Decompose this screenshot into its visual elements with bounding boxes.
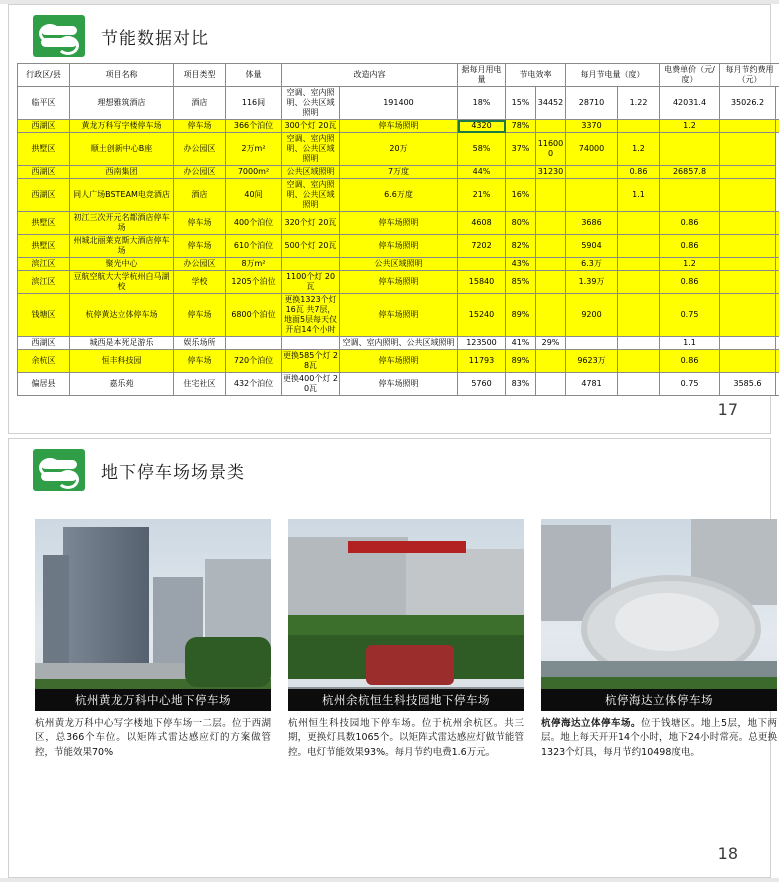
case-card — [541, 519, 777, 760]
table-cell: 26857.8 — [660, 166, 720, 179]
energy-data-table — [17, 63, 779, 396]
table-cell: 0.86 — [660, 235, 720, 258]
slide1-header — [9, 5, 770, 57]
case-caption: 杭停海达立体停车场 — [541, 689, 777, 711]
table-cell: 西湖区 — [18, 337, 70, 350]
table-cell: 0.86 — [618, 166, 660, 179]
table-cell: 6.3万 — [566, 258, 618, 271]
table-cell — [618, 271, 660, 294]
table-cell: 5760 — [458, 373, 506, 396]
table-cell — [536, 120, 566, 133]
table-cell: 西南集团 — [70, 166, 174, 179]
table-cell: 40间 — [226, 179, 282, 212]
table-cell — [282, 337, 340, 350]
table-cell: 停车场 — [174, 120, 226, 133]
table-row — [18, 235, 779, 258]
table-cell: 58% — [458, 133, 506, 166]
table-cell: 18% — [458, 87, 506, 120]
table-cell: 初江三次开元名都酒店停车场 — [70, 212, 174, 235]
table-cell: 钱塘区 — [18, 294, 70, 337]
table-cell: 办公园区 — [174, 133, 226, 166]
table-cell — [536, 271, 566, 294]
case-caption: 杭州黄龙万科中心地下停车场 — [35, 689, 271, 711]
table-cell: 78% — [506, 120, 536, 133]
table-cell: 停车场照明 — [340, 212, 458, 235]
table-cell — [536, 350, 566, 373]
table-cell — [660, 133, 720, 166]
table-row — [18, 258, 779, 271]
table-cell — [776, 212, 779, 235]
table-row — [18, 87, 779, 120]
col-district: 行政区/县 — [18, 64, 70, 87]
table-cell — [720, 235, 776, 258]
case-description: 杭州恒生科技园地下停车场。位于杭州余杭区。共三期，更换灯具数1065个。以矩阵式雷达感应灯做节能管控。电灯节能效果93%。每月节约电费1.6万元。 — [288, 717, 524, 760]
table-row — [18, 271, 779, 294]
table-cell: 杭停黄达立体停车场 — [70, 294, 174, 337]
table-cell: 31230 — [536, 166, 566, 179]
table-cell: 空调、室内照明、公共区域照明 — [340, 337, 458, 350]
table-cell: 滨江区 — [18, 258, 70, 271]
table-cell: 停车场照明 — [340, 350, 458, 373]
table-cell: 43% — [506, 258, 536, 271]
table-cell: 嘉乐苑 — [70, 373, 174, 396]
table-cell — [720, 271, 776, 294]
table-row — [18, 133, 779, 166]
table-row — [18, 179, 779, 212]
case-description — [541, 717, 777, 760]
table-cell: 0.86 — [660, 212, 720, 235]
table-cell: 停车场 — [174, 235, 226, 258]
table-cell: 娱乐场所 — [174, 337, 226, 350]
case-caption: 杭州余杭恒生科技园地下停车场 — [288, 689, 524, 711]
table-cell: 办公园区 — [174, 258, 226, 271]
table-row — [18, 337, 779, 350]
table-cell: 35026.2 — [720, 87, 776, 120]
table-cell: 15% — [506, 87, 536, 120]
table-cell: 酒店 — [174, 179, 226, 212]
table-cell: 1.2 — [618, 133, 660, 166]
table-row — [18, 166, 779, 179]
table-cell: 空调、室内照明、公共区域照明 — [282, 87, 340, 120]
table-cell — [618, 373, 660, 396]
table-cell: 366个泊位 — [226, 120, 282, 133]
table-cell: 74000 — [566, 133, 618, 166]
table-cell: 州城北丽莱克斯大酒店停车场 — [70, 235, 174, 258]
table-cell: 更换400个灯 20瓦 — [282, 373, 340, 396]
table-cell: 偏居县 — [18, 373, 70, 396]
table-cell: 28710 — [566, 87, 618, 120]
table-cell — [720, 294, 776, 337]
table-cell — [618, 294, 660, 337]
table-cell — [720, 133, 776, 166]
table-cell: 9200 — [566, 294, 618, 337]
table-cell — [776, 350, 779, 373]
table-cell: 1.1 — [660, 337, 720, 350]
case-description-prefix: 杭停海达立体停车场。 — [541, 718, 641, 729]
table-cell: 720个泊位 — [226, 350, 282, 373]
table-cell — [458, 258, 506, 271]
col-monthly-saving-kwh: 每月节电量（度） — [566, 64, 660, 87]
slide1-title: 节能数据对比 — [101, 24, 209, 49]
table-cell: 1.2 — [660, 258, 720, 271]
table-cell: 7000m² — [226, 166, 282, 179]
case-card — [288, 519, 524, 760]
table-cell: 44% — [458, 166, 506, 179]
table-cell — [536, 179, 566, 212]
table-cell: 临平区 — [18, 87, 70, 120]
table-cell: 停车场照明 — [340, 235, 458, 258]
table-cell — [536, 258, 566, 271]
table-cell — [536, 373, 566, 396]
table-cell — [660, 179, 720, 212]
table-cell: 116间 — [226, 87, 282, 120]
table-cell: 3585.6 — [720, 373, 776, 396]
table-cell: 停车场 — [174, 212, 226, 235]
table-cell: 空调、室内照明、公共区域照明 — [282, 179, 340, 212]
table-cell — [776, 235, 779, 258]
table-cell: 余杭区 — [18, 350, 70, 373]
table-cell: 1.1 — [618, 179, 660, 212]
col-retrofit-content: 改造内容 — [282, 64, 458, 87]
case-photo-huanglong — [35, 519, 271, 711]
table-cell: 300个灯 20瓦 — [282, 120, 340, 133]
table-cell: 400个泊位 — [226, 212, 282, 235]
table-cell: 拱墅区 — [18, 235, 70, 258]
table-cell — [618, 258, 660, 271]
table-cell: 学校 — [174, 271, 226, 294]
table-cell — [618, 120, 660, 133]
table-cell — [566, 166, 618, 179]
table-cell — [506, 166, 536, 179]
table-cell — [720, 337, 776, 350]
slide-underground-parking-cases — [8, 438, 771, 878]
col-unit-price: 电费单价（元/度） — [660, 64, 720, 87]
table-row — [18, 373, 779, 396]
table-cell: 123500 — [458, 337, 506, 350]
table-cell — [720, 120, 776, 133]
table-cell: 83% — [506, 373, 536, 396]
table-cell: 9623万 — [566, 350, 618, 373]
table-cell: 0.75 — [660, 373, 720, 396]
table-cell: 89% — [506, 350, 536, 373]
table-cell: 42031.4 — [660, 87, 720, 120]
table-cell — [720, 166, 776, 179]
table-cell: 3370 — [566, 120, 618, 133]
company-logo-icon — [33, 15, 85, 57]
table-cell: 500个灯 20瓦 — [282, 235, 340, 258]
table-cell: 4320 — [458, 120, 506, 133]
table-cell: 西湖区 — [18, 120, 70, 133]
table-cell: 2万m² — [226, 133, 282, 166]
table-cell — [776, 294, 779, 337]
table-cell: 15840 — [458, 271, 506, 294]
table-cell — [776, 120, 779, 133]
table-cell — [720, 350, 776, 373]
table-cell: 34452 — [536, 87, 566, 120]
table-cell: 聚光中心 — [70, 258, 174, 271]
table-cell: 拱墅区 — [18, 212, 70, 235]
table-row — [18, 120, 779, 133]
table-cell: 1205个泊位 — [226, 271, 282, 294]
table-cell: 顺土创新中心B座 — [70, 133, 174, 166]
table-cell: 公共区域照明 — [282, 166, 340, 179]
table-cell: 停车场照明 — [340, 373, 458, 396]
table-cell: 黄龙万科写字楼停车场 — [70, 120, 174, 133]
company-logo-icon — [33, 449, 85, 491]
table-cell: 同人广场BSTEAM电竞酒店 — [70, 179, 174, 212]
table-cell: 0.75 — [660, 294, 720, 337]
table-cell: 41% — [506, 337, 536, 350]
table-cell: 610个泊位 — [226, 235, 282, 258]
table-cell: 191400 — [340, 87, 458, 120]
table-cell: 320个灯 20瓦 — [282, 212, 340, 235]
table-cell: 停车场照明 — [340, 271, 458, 294]
table-cell — [566, 337, 618, 350]
table-cell: 8万m² — [226, 258, 282, 271]
table-cell: 恒丰科技园 — [70, 350, 174, 373]
table-cell: 80% — [506, 212, 536, 235]
table-cell — [536, 235, 566, 258]
table-cell: 1.22 — [618, 87, 660, 120]
table-cell: 停车场照明 — [340, 294, 458, 337]
table-cell — [720, 212, 776, 235]
table-cell: 7万度 — [340, 166, 458, 179]
table-cell: 15240 — [458, 294, 506, 337]
table-cell — [776, 271, 779, 294]
slide2-header — [9, 439, 770, 491]
case-card-list — [9, 491, 770, 760]
table-cell: 5904 — [566, 235, 618, 258]
col-scale: 体量 — [226, 64, 282, 87]
table-cell: 西湖区 — [18, 166, 70, 179]
table-cell: 公共区域照明 — [340, 258, 458, 271]
table-cell — [720, 179, 776, 212]
table-cell: 停车场 — [174, 294, 226, 337]
col-monthly-saving-money: 每月节约费用（元） — [720, 64, 779, 87]
table-cell: 1.2 — [660, 120, 720, 133]
table-cell: 20万 — [340, 133, 458, 166]
table-cell — [226, 337, 282, 350]
table-cell — [618, 235, 660, 258]
col-efficiency: 节电效率 — [506, 64, 566, 87]
case-photo-hengsheng — [288, 519, 524, 711]
slide2-page-number: 18 — [718, 844, 738, 863]
case-photo-haida — [541, 519, 777, 711]
table-body — [18, 87, 779, 396]
table-cell: 豆航空航大大学杭州白马湖校 — [70, 271, 174, 294]
table-cell — [776, 258, 779, 271]
col-project-type: 项目类型 — [174, 64, 226, 87]
table-cell: 0.86 — [660, 271, 720, 294]
table-cell: 拱墅区 — [18, 133, 70, 166]
table-row — [18, 212, 779, 235]
table-cell: 6.6万度 — [340, 179, 458, 212]
table-cell: 16% — [506, 179, 536, 212]
case-card — [35, 519, 271, 760]
table-cell: 空调、室内照明、公共区域照明 — [282, 133, 340, 166]
table-cell: 城西是本死足游乐 — [70, 337, 174, 350]
table-cell: 432个泊位 — [226, 373, 282, 396]
table-cell: 3686 — [566, 212, 618, 235]
table-cell: 滨江区 — [18, 271, 70, 294]
table-cell: 85% — [506, 271, 536, 294]
table-cell: 更换585个灯 28瓦 — [282, 350, 340, 373]
table-cell: 住宅社区 — [174, 373, 226, 396]
table-cell: 7202 — [458, 235, 506, 258]
energy-table-wrapper — [9, 57, 770, 396]
table-cell — [536, 212, 566, 235]
table-cell: 办公园区 — [174, 166, 226, 179]
case-description-rest: 位于钱塘区。地上5层，地下两层。地上每天开开14个小时，地下24小时常亮。总更换1323个灯具，每月节约10498度电。 — [541, 718, 777, 758]
table-cell — [776, 373, 779, 396]
table-cell — [776, 337, 779, 350]
table-cell: 停车场 — [174, 350, 226, 373]
slide1-page-number: 17 — [718, 400, 738, 419]
table-cell: 西湖区 — [18, 179, 70, 212]
table-cell: 21% — [458, 179, 506, 212]
col-monthly-usage: 据每月用电量 — [458, 64, 506, 87]
table-cell: 更换1323个灯 16瓦 共7层，地面5层每天仅开启14个小时 — [282, 294, 340, 337]
table-cell: 1.39万 — [566, 271, 618, 294]
table-cell: 4608 — [458, 212, 506, 235]
table-cell — [618, 350, 660, 373]
case-description: 杭州黄龙万科中心写字楼地下停车场一二层。位于西湖区，总366个车位。以矩阵式雷达感应灯的方案做管控，节能效果70% — [35, 717, 271, 760]
presentation-page — [0, 4, 779, 878]
table-cell — [566, 179, 618, 212]
table-cell: 82% — [506, 235, 536, 258]
table-cell: 37% — [506, 133, 536, 166]
table-cell — [536, 294, 566, 337]
table-cell: 1100个灯 20瓦 — [282, 271, 340, 294]
table-cell: 116000 — [536, 133, 566, 166]
table-cell: 酒店 — [174, 87, 226, 120]
table-cell: 29% — [536, 337, 566, 350]
table-cell: 4781 — [566, 373, 618, 396]
table-cell: 6800个泊位 — [226, 294, 282, 337]
table-cell — [618, 212, 660, 235]
table-cell: 理想雅筑酒店 — [70, 87, 174, 120]
table-cell — [282, 258, 340, 271]
table-cell: 0.86 — [660, 350, 720, 373]
table-cell: 停车场照明 — [340, 120, 458, 133]
col-project-name: 项目名称 — [70, 64, 174, 87]
table-row — [18, 294, 779, 337]
table-cell — [618, 337, 660, 350]
slide-energy-data-comparison — [8, 4, 771, 434]
table-cell: 89% — [506, 294, 536, 337]
table-cell: 11793 — [458, 350, 506, 373]
table-cell — [720, 258, 776, 271]
slide2-title: 地下停车场场景类 — [101, 458, 245, 483]
table-header-row — [18, 64, 779, 87]
table-row — [18, 350, 779, 373]
